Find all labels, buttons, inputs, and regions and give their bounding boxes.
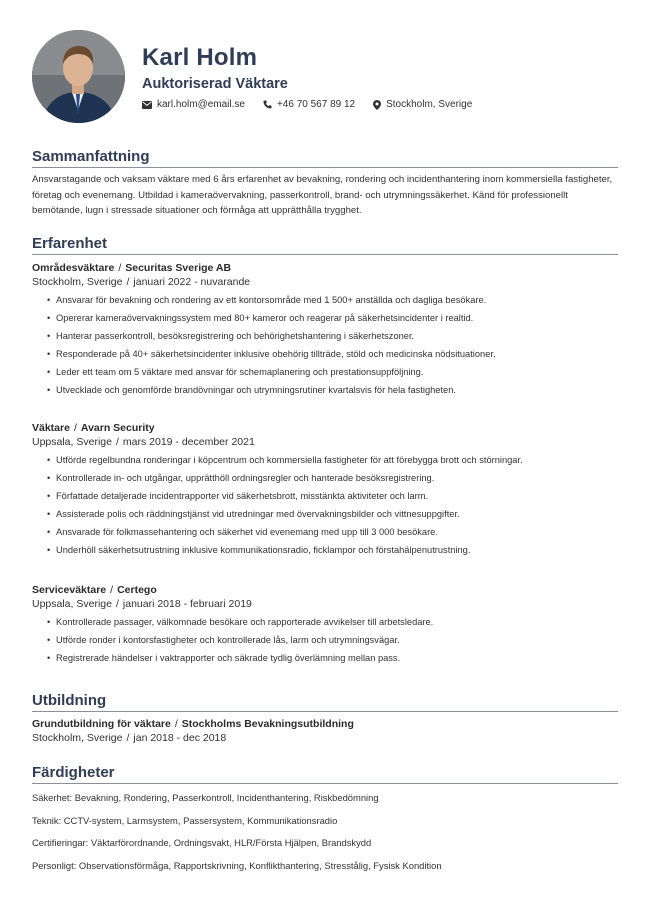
job-bullets — [48, 451, 618, 559]
phone-icon — [263, 100, 272, 109]
summary-text: Ansvarstagande och vaksam väktare med 6 års erfarenhet av bevakning, rondering och incidenthantering inom kommersiella fastigheter, företag och evenemang. Utbildad i kameraövervakning, passerkontroll, brand- och utrymningssäkerhet. Känd för professionellt bemötande, lugn i stressade situationer och förmåga att upprätthålla trygghet. — [32, 174, 613, 216]
avatar — [32, 30, 125, 123]
bullet-item: • Leder ett team om 5 väktare med ansvar för schemaplanering och prestationsuppföljning. — [48, 363, 618, 381]
bullet-item: • Kontrollerade passager, välkomnade besökare och rapporterade avvikelser till arbetsledare. — [48, 613, 618, 631]
skill-line: Teknik: CCTV-system, Larmsystem, Passersystem, Kommunikationsradio — [32, 814, 338, 826]
email-text: karl.holm@email.se — [157, 99, 245, 110]
bullet-item: • Underhöll säkerhetsutrustning inklusive kommunikationsradio, ficklampor och förstahälpenutrustning. — [48, 541, 618, 559]
skills-section — [32, 764, 618, 877]
separator: / — [115, 436, 119, 448]
skill-line: Certifieringar: Väktarförordnande, Ordningsvakt, HLR/Första Hjälpen, Brandskydd — [32, 837, 372, 849]
job-period: januari 2022 - nuvarande — [133, 276, 251, 288]
job-company: Avarn Security — [80, 422, 155, 434]
contact-row — [142, 99, 490, 110]
job-period: januari 2018 - februari 2019 — [122, 598, 252, 610]
job-bullets — [48, 291, 618, 399]
experience-section — [32, 235, 618, 255]
location-icon — [373, 100, 381, 110]
job-bullets — [48, 613, 618, 667]
bullet-item: • Assisterade polis och räddningstjänst vid utredningar med övervakningsbilder och vittnesuppgifter. — [48, 505, 618, 523]
job-place: Stockholm, Sverige — [32, 276, 123, 288]
job-entry — [32, 262, 618, 399]
bullet-item: • Kontrollerade in- och utgångar, upprätthöll ordningsregler och hanterade besöksregistrering. — [48, 469, 618, 487]
job-entry — [32, 584, 618, 667]
job-heading — [32, 262, 618, 274]
education-meta — [32, 732, 618, 744]
education-heading: Utbildning — [32, 692, 618, 712]
education-degree: Grundutbildning för väktare — [32, 718, 171, 730]
education-place: Stockholm, Sverige — [32, 732, 123, 744]
separator: / — [174, 718, 178, 730]
job-role: Områdesväktare — [32, 262, 115, 274]
separator: / — [73, 422, 77, 434]
separator: / — [126, 276, 130, 288]
bullet-item: • Ansvarade för folkmassehantering och säkerhet vid evenemang med upp till 3 000 besökare. — [48, 523, 618, 541]
separator: / — [126, 732, 130, 744]
location-text: Stockholm, Sverige — [386, 99, 473, 110]
education-section — [32, 692, 618, 744]
bullet-item: • Utförde ronder i kontorsfastigheter och kontrollerade lås, larm och utrymningsvägar. — [48, 631, 618, 649]
separator: / — [110, 584, 114, 596]
skills-heading: Färdigheter — [32, 764, 618, 784]
contact-location — [373, 99, 472, 110]
skill-line: Säkerhet: Bevakning, Rondering, Passerkontroll, Incidenthantering, Riskbedömning — [32, 792, 379, 803]
education-school: Stockholms Bevakningsutbildning — [181, 718, 354, 730]
job-role: Väktare — [32, 422, 70, 434]
resume-header — [32, 30, 622, 130]
candidate-title: Auktoriserad Väktare — [142, 76, 288, 92]
skills-list — [32, 787, 618, 877]
bullet-item: • Ansvarar för bevakning och rondering av ett kontorsområde med 1 500+ anställda och dagliga besökare. — [48, 291, 618, 309]
job-company: Securitas Sverige AB — [125, 262, 232, 274]
bullet-item: • Opererar kameraövervakningssystem med 80+ kameror och reagerar på säkerhetsincidenter i realtid. — [48, 309, 618, 327]
job-entry — [32, 422, 618, 559]
summary-heading: Sammanfattning — [32, 148, 618, 168]
separator: / — [115, 598, 119, 610]
education-period: jan 2018 - dec 2018 — [133, 732, 227, 744]
bullet-item: • Hanterar passerkontroll, besöksregistrering och behörighetshantering i säkerhetszoner. — [48, 327, 618, 345]
job-period: mars 2019 - december 2021 — [122, 436, 255, 448]
bullet-item: • Utvecklade och genomförde brandövningar och utrymningsrutiner kvartalsvis för hela fastigheten. — [48, 381, 618, 399]
bullet-item: • Responderade på 40+ säkerhetsincidenter inklusive obehörig tillträde, stöld och medicinska nödsituationer. — [48, 345, 618, 363]
skill-line: Personligt: Observationsförmåga, Rapportskrivning, Konflikthantering, Stresstålig, Fysisk Kondition — [32, 859, 442, 871]
email-icon — [142, 101, 152, 109]
contact-phone[interactable] — [263, 99, 355, 110]
job-heading — [32, 584, 618, 596]
phone-text: +46 70 567 89 12 — [276, 99, 356, 110]
bullet-item: • Registrerade händelser i vaktrapporter och säkrade tydlig överlämning mellan pass. — [48, 649, 618, 667]
bullet-item: • Författade detaljerade incidentrapporter vid säkerhetsbrott, misstänkta aktiviteter och larm. — [48, 487, 618, 505]
job-role: Serviceväktare — [32, 584, 107, 596]
job-heading — [32, 422, 618, 434]
job-meta — [32, 598, 618, 610]
job-company: Certego — [117, 584, 157, 596]
job-meta — [32, 276, 618, 288]
contact-email[interactable] — [142, 99, 245, 110]
job-place: Uppsala, Sverige — [32, 598, 112, 610]
job-meta — [32, 436, 618, 448]
job-place: Uppsala, Sverige — [32, 436, 112, 448]
bullet-item: • Utförde regelbundna ronderingar i köpcentrum och kommersiella fastigheter för att förebygga brott och störningar. — [48, 451, 618, 469]
candidate-name: Karl Holm — [142, 44, 258, 71]
summary-section — [32, 148, 618, 219]
experience-heading: Erfarenhet — [32, 235, 618, 255]
education-heading-line — [32, 718, 618, 730]
separator: / — [118, 262, 122, 274]
